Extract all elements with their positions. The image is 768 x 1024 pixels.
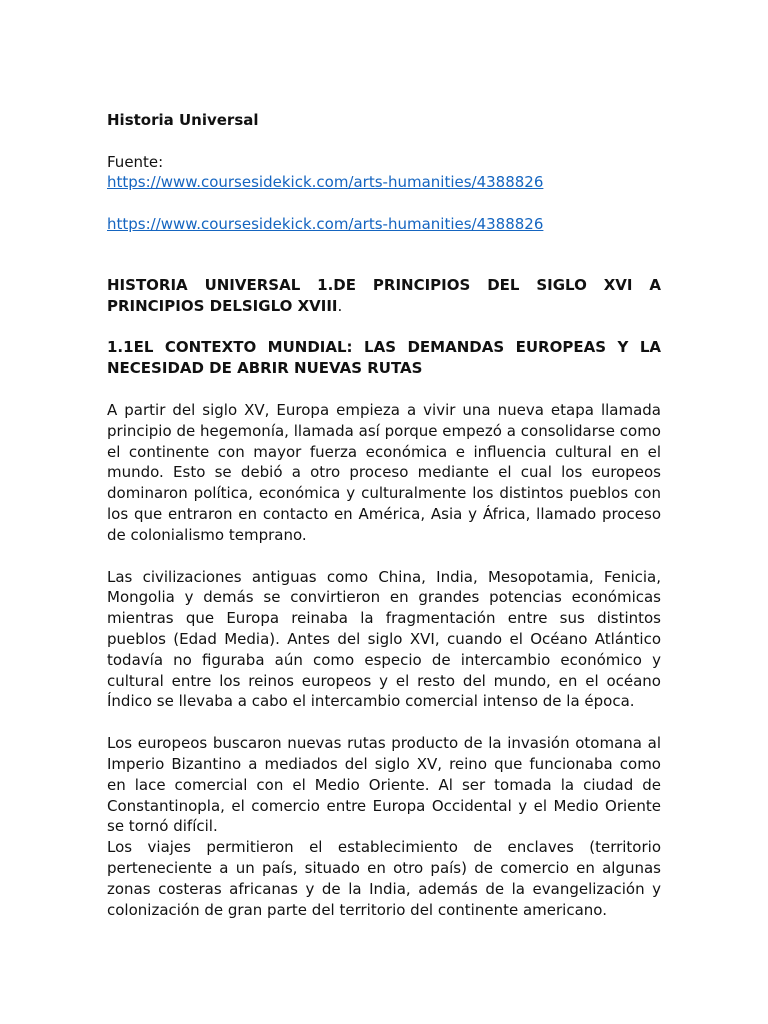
document-title: Historia Universal [107, 111, 259, 129]
source-link-2[interactable]: https://www.coursesidekick.com/arts-humanities/4388826 [107, 214, 544, 233]
paragraph-1: A partir del siglo XV, Europa empieza a vivir una nueva etapa llamada principio de hegemonía, llamada así porque empezó a consolidarse como el continente con mayor fuerza económica e influencia cultural en el mundo. Esto se debió a otro proceso mediante el cual los europeos dominaron política, económica y culturalmente los distintos pueblos con los que entraron en contacto en América, Asia y África, llamado proceso de colonialismo temprano. [107, 400, 661, 544]
paragraph-2: Las civilizaciones antiguas como China, India, Mesopotamia, Fenicia, Mongolia y demás se convirtieron en grandes potencias económicas mientras que Europa reinaba la fragmentación entre sus distintos pueblos (Edad Media). Antes del siglo XVI, cuando el Océano Atlántico todavía no figuraba aún como especio de intercambio económico y cultural entre los reinos europeos y el resto del mundo, en el océano Índico se llevaba a cabo el intercambio comercial intenso de la época. [107, 567, 661, 711]
paragraph-3: Los europeos buscaron nuevas rutas producto de la invasión otomana al Imperio Bizantino a mediados del siglo XV, reino que funcionaba como en lace comercial con el Medio Oriente. Al ser tomada la ciudad de Constantinopla, el comercio entre Europa Occidental y el Medio Oriente se tornó difícil. [107, 734, 661, 836]
section-heading-2: 1.1EL CONTEXTO MUNDIAL: LAS DEMANDAS EUROPEAS Y LA NECESIDAD DE ABRIR NUEVAS RUTAS [107, 338, 661, 378]
section-heading-1 [107, 275, 661, 317]
section-heading-1-text: HISTORIA UNIVERSAL 1.DE PRINCIPIOS DEL SIGLO XVI A PRINCIPIOS DELSIGLO XVIII [107, 275, 661, 315]
source-link-1[interactable]: https://www.coursesidekick.com/arts-humanities/4388826 [107, 173, 544, 192]
section-heading-1-period: . [337, 296, 343, 315]
paragraph-4: Los viajes permitieron el establecimiento de enclaves (territorio perteneciente a un país, situado en otro país) de comercio en algunas zonas costeras africanas y de la India, además de la evangelización y colonización de gran parte del territorio del continente americano. [107, 838, 661, 919]
source-label: Fuente: [107, 152, 164, 171]
document-page [107, 110, 661, 920]
